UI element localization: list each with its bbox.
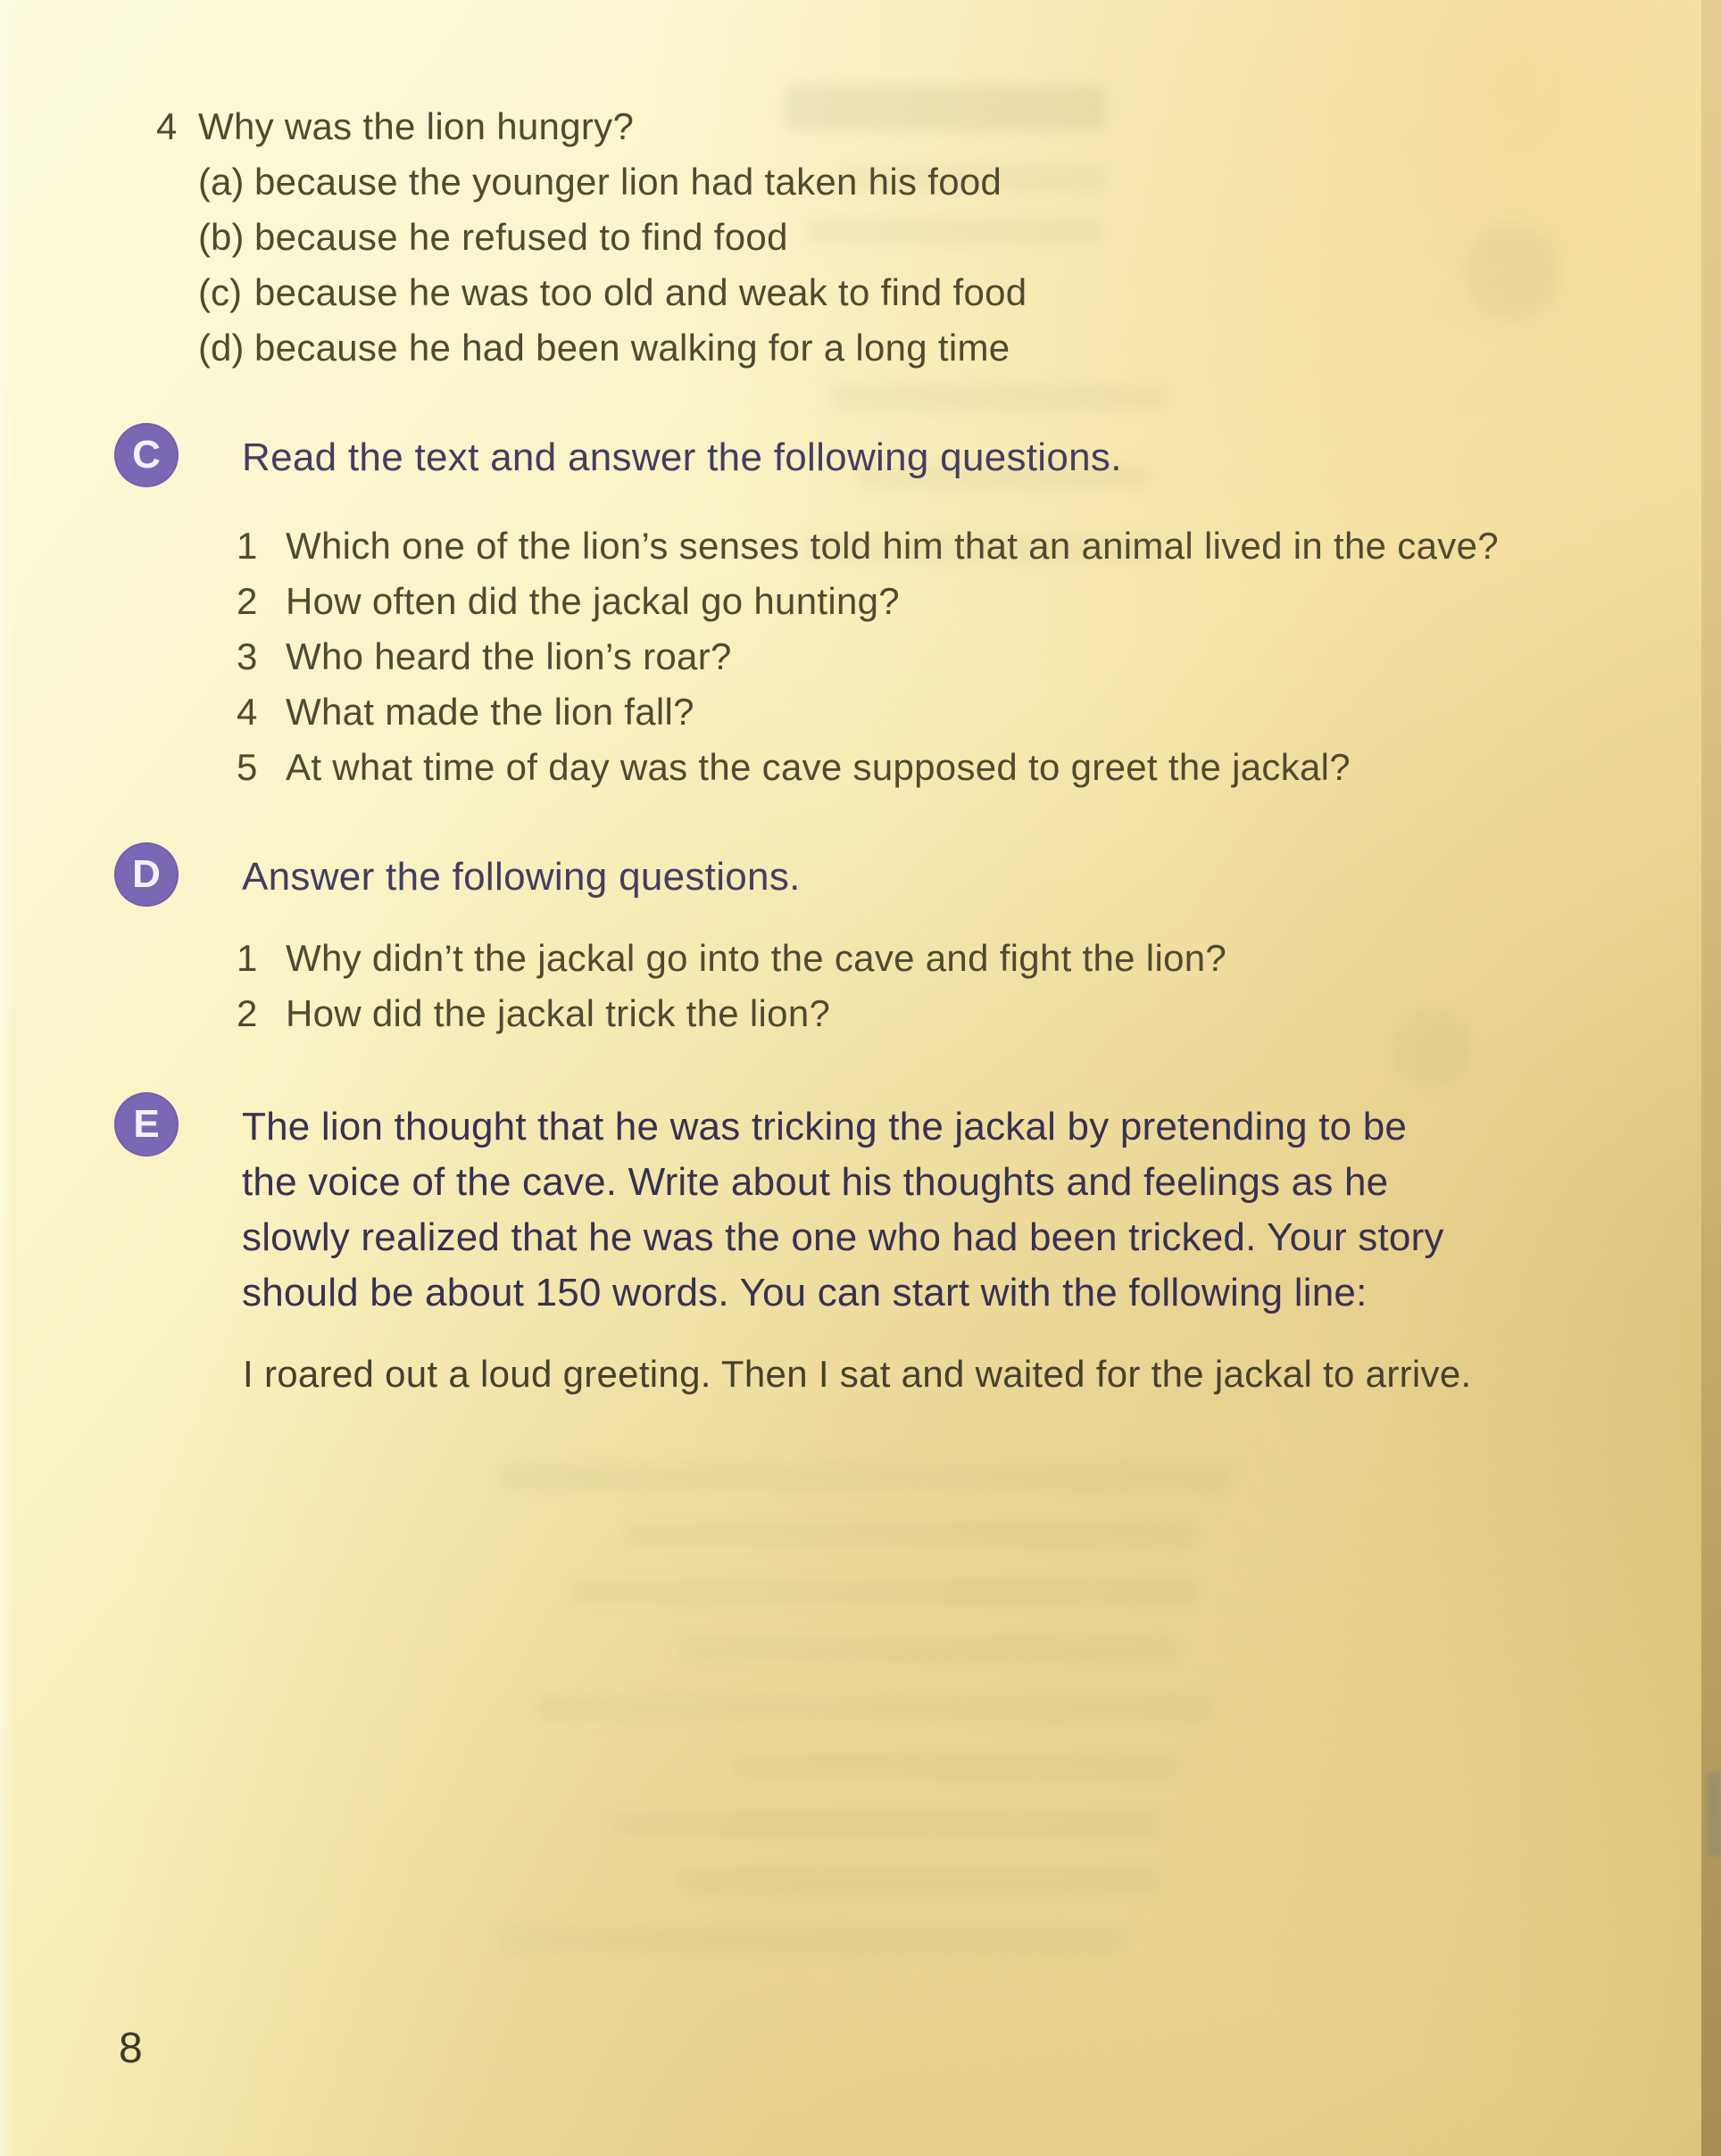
bleed-through-ghost: [732, 1754, 1178, 1779]
page-edge-blotch: [1707, 1771, 1721, 1856]
story-prompt-line: should be about 150 words. You can start with the following line:: [242, 1271, 1368, 1314]
bleed-through-ghost: [1464, 223, 1562, 321]
option-text: because he refused to find food: [254, 216, 788, 258]
bleed-through-ghost: [1393, 1008, 1473, 1089]
story-prompt-line: the voice of the cave. Write about his thoughts and feelings as he: [242, 1160, 1389, 1204]
list-item-number: 5: [237, 746, 258, 788]
list-item-text: How often did the jackal go hunting?: [286, 580, 900, 622]
bleed-through-ghost: [678, 1638, 1178, 1663]
bleed-through-ghost: [500, 1928, 1125, 1953]
section-badge-e: [114, 1092, 179, 1157]
section-heading: Read the text and answer the following questions.: [242, 435, 1122, 479]
list-item-text: Why didn’t the jackal go into the cave and fight the lion?: [286, 937, 1227, 979]
section-badge-letter: D: [132, 852, 161, 896]
list-item-number: 2: [237, 580, 258, 622]
bleed-through-ghost: [571, 1580, 1196, 1605]
bleed-through-ghost: [536, 1696, 1214, 1721]
list-item-text: How did the jackal trick the lion?: [286, 992, 831, 1034]
section-badge-c: [114, 423, 179, 487]
bleed-through-ghost: [607, 1812, 1160, 1837]
list-item-text: What made the lion fall?: [286, 691, 694, 733]
list-item-text: At what time of day was the cave supposed to greet the jackal?: [286, 746, 1351, 788]
bleed-through-ghost: [808, 219, 1102, 244]
section-heading: Answer the following questions.: [242, 855, 801, 899]
story-prompt-line: slowly realized that he was the one who had been tricked. Your story: [242, 1215, 1444, 1259]
page-number: 8: [119, 2025, 143, 2072]
bleed-through-ghost: [786, 85, 1107, 131]
option-text: because the younger lion had taken his food: [254, 161, 1002, 203]
list-item-number: 2: [237, 992, 258, 1034]
list-item-number: 3: [237, 635, 258, 677]
option-text: because he had been walking for a long time: [254, 327, 1010, 369]
page-left-edge: [0, 0, 14, 2156]
bleed-through-ghost: [678, 1870, 1160, 1895]
option-label: (d): [198, 327, 245, 369]
question-number: 4: [156, 105, 178, 147]
list-item-number: 4: [237, 691, 258, 733]
story-starter-line: I roared out a loud greeting. Then I sat and waited for the jackal to arrive.: [243, 1353, 1472, 1395]
bleed-through-ghost: [830, 384, 1169, 410]
bleed-through-ghost: [625, 1522, 1196, 1547]
list-item-number: 1: [237, 525, 258, 567]
list-item-number: 1: [237, 937, 258, 979]
list-item-text: Which one of the lion’s senses told him that an animal lived in the cave?: [286, 525, 1499, 567]
option-label: (b): [198, 216, 245, 258]
list-item-text: Who heard the lion’s roar?: [286, 635, 732, 677]
option-label: (a): [198, 161, 245, 203]
option-label: (c): [198, 271, 242, 313]
section-badge-d: [114, 842, 179, 907]
question-text: Why was the lion hungry?: [198, 105, 635, 147]
story-prompt-line: The lion thought that he was tricking the jackal by pretending to be: [242, 1105, 1408, 1148]
section-badge-letter: C: [132, 433, 161, 477]
option-text: because he was too old and weak to find food: [254, 271, 1027, 313]
section-badge-letter: E: [133, 1102, 160, 1146]
bleed-through-ghost: [500, 1464, 1232, 1490]
